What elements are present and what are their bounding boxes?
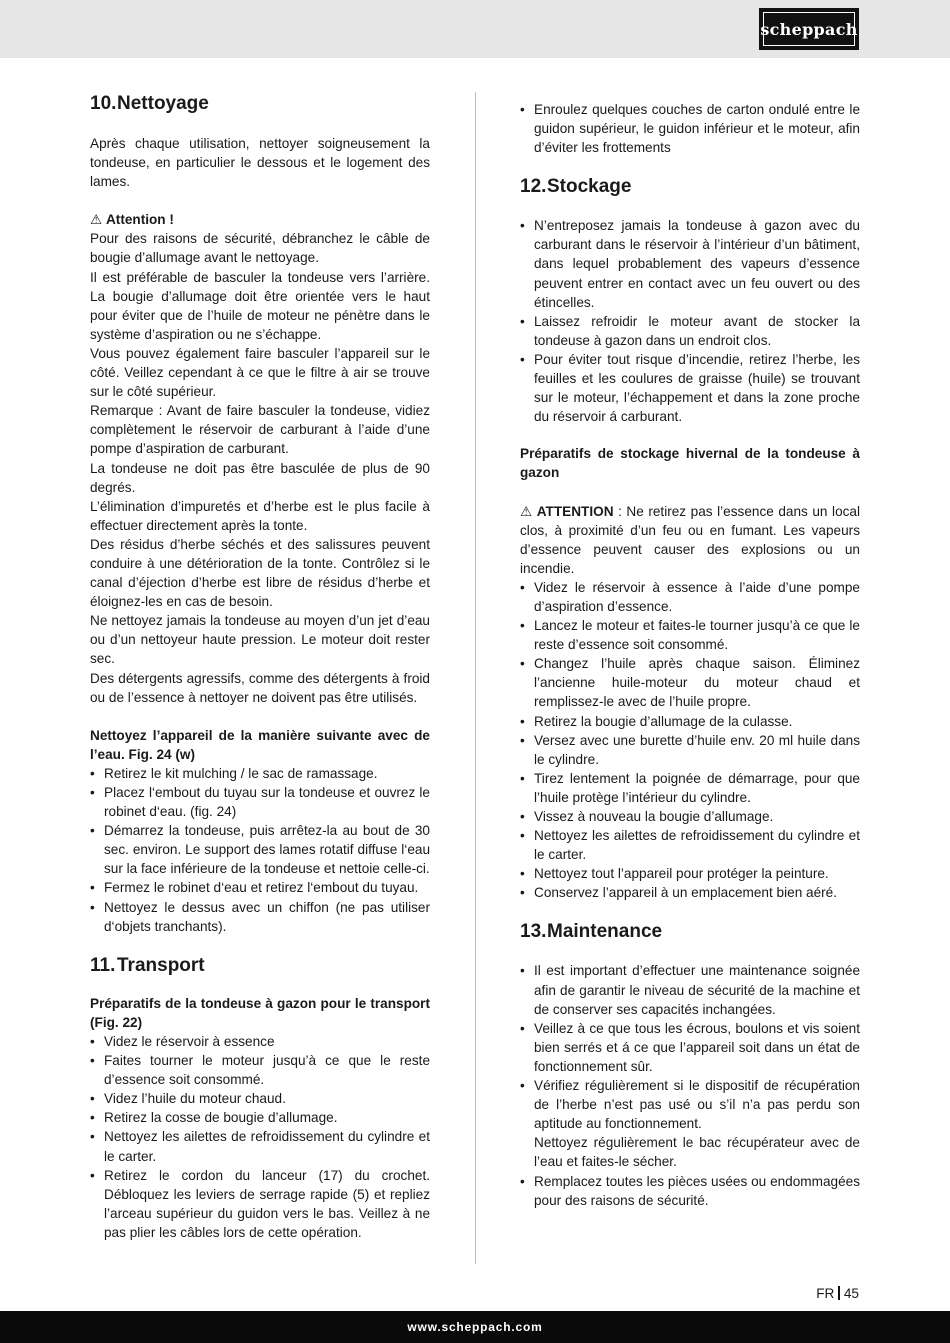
list-item-text: • Vérifiez régulièrement si le dispositif de récupération de l’herbe n’est pas usé ou s’il n’a pas perdu son aptitude au fonctionnement. bbox=[534, 1078, 860, 1132]
list-item: • Conservez l’appareil à un emplacement bien aéré. bbox=[520, 883, 860, 902]
attention-paragraph: Pour des raisons de sécurité, débranchez le câble de bougie d’allumage avant le nettoyage. bbox=[90, 231, 430, 266]
list-item: • Retirez la bougie d’allumage de la culasse. bbox=[520, 712, 860, 731]
list-item: • Nettoyez les ailettes de refroidissement du cylindre et le carter. bbox=[90, 1127, 430, 1165]
list-item: • Versez avec une burette d’huile env. 20 ml huile dans le cylindre. bbox=[520, 731, 860, 769]
attention-label: Attention ! bbox=[105, 212, 174, 228]
list-item: • Nettoyez tout l’appareil pour protéger la peinture. bbox=[520, 864, 860, 883]
section-number: 10. bbox=[90, 93, 117, 114]
maintenance-steps-list bbox=[520, 961, 860, 1209]
list-item: • Tirez lentement la poignée de démarrage, pour que l’huile protège l’intérieur du cylindre. bbox=[520, 769, 860, 807]
list-item: • Remplacez toutes les pièces usées ou endommagées pour des raisons de sécurité. bbox=[520, 1172, 860, 1210]
list-item: • Videz le réservoir à essence bbox=[90, 1032, 430, 1051]
list-item-continuation: Nettoyez régulièrement le bac récupérateur avec de l’eau et faites-le sécher. bbox=[534, 1135, 860, 1170]
section-title-text: Nettoyage bbox=[117, 93, 209, 114]
attention-paragraph: Remarque : Avant de faire basculer la tondeuse, vidiez complètement le réservoir de carburant à l’aide d’une pompe d’aspiration de carburant. bbox=[90, 403, 430, 457]
cleaning-intro: Après chaque utilisation, nettoyer soigneusement la tondeuse, en particulier le dessous et le logement des lames. bbox=[90, 136, 430, 190]
list-item: • Nettoyez le dessus avec un chiffon (ne pas utiliser d‘objets tranchants). bbox=[90, 898, 430, 936]
attention-paragraph: Il est préférable de basculer la tondeuse vers l’arrière. La bougie d’allumage doit être orientée vers le haut pour éviter que de l’huile de moteur ne pénètre dans le système d’aspiration ou ne s’échappe. bbox=[90, 269, 430, 342]
list-item: • Il est important d’effectuer une maintenance soignée afin de garantir le niveau de sécurité de la machine et de conserver ses capacités inchangées. bbox=[520, 961, 860, 1018]
attention-paragraph: Ne nettoyez jamais la tondeuse au moyen d’un jet d’eau ou d’un nettoyeur haute pression. Le moteur doit rester sec. bbox=[90, 613, 430, 667]
section-number: 11. bbox=[90, 954, 116, 976]
warning-text: : Ne retirez pas l’essence dans un local clos, à proximité d’un feu ou en fumant. Les vapeurs d’essence peuvent causer des explosions ou un incendie. bbox=[520, 503, 861, 576]
list-item: • Vissez à nouveau la bougie d’allumage. bbox=[520, 807, 860, 826]
page-number bbox=[816, 1286, 859, 1301]
list-item: • Retirez le kit mulching / le sac de ramassage. bbox=[90, 764, 430, 783]
section-number: 13. bbox=[520, 921, 547, 943]
brand-logo-text: scheppach bbox=[763, 12, 855, 46]
warning-icon: ⚠ bbox=[520, 503, 533, 519]
transport-steps-list bbox=[90, 1032, 430, 1242]
storage-steps-list bbox=[520, 216, 860, 426]
cleaning-steps-heading: Nettoyez l’appareil de la manière suivante avec de l’eau. Fig. 24 (w) bbox=[90, 727, 430, 762]
section-title-text: Stockage bbox=[547, 176, 632, 198]
list-item: • Laissez refroidir le moteur avant de stocker la tondeuse à gazon dans un endroit clos. bbox=[520, 312, 860, 350]
list-item bbox=[520, 1076, 860, 1171]
winter-warning bbox=[520, 502, 860, 578]
website-link[interactable]: www.scheppach.com bbox=[407, 1320, 543, 1334]
list-item: • Fermez le robinet d‘eau et retirez l‘embout du tuyau. bbox=[90, 878, 430, 897]
attention-heading bbox=[90, 210, 430, 229]
list-item: • N’entreposez jamais la tondeuse à gazon avec du carburant dans le réservoir à l’intérieur d’un bâtiment, dans lequel probablement des vapeurs d’essence peuvent entrer en contact avec un feu ouvert ou des étincelles. bbox=[520, 216, 860, 311]
list-item: • Lancez le moteur et faites-le tourner jusqu’à ce que le reste d’essence soit consommé. bbox=[520, 616, 860, 654]
list-item: • Changez l’huile après chaque saison. Éliminez l’ancienne huile-moteur du moteur chaud et remplissez-le avec de l’huile propre. bbox=[520, 654, 860, 711]
list-item: • Retirez le cordon du lanceur (17) du crochet. Débloquez les leviers de serrage rapide (5) et repliez l’arceau supérieur du guidon vers le bas. Veillez à ne pas plier les câbles lors de cette opération. bbox=[90, 1166, 430, 1242]
cleaning-steps-list bbox=[90, 764, 430, 936]
list-item: • Faites tourner le moteur jusqu’à ce que le reste d’essence soit consommé. bbox=[90, 1051, 430, 1089]
attention-paragraph: Vous pouvez également faire basculer l’appareil sur le côté. Veillez cependant à ce que le filtre à air se trouve sur le côté supérieur. bbox=[90, 345, 430, 400]
section-title-text: Transport bbox=[117, 954, 205, 976]
page-number-value: 45 bbox=[843, 1286, 859, 1301]
section-10-title bbox=[90, 92, 430, 116]
warning-icon: ⚠ bbox=[90, 212, 103, 228]
list-item: • Pour éviter tout risque d’incendie, retirez l’herbe, les feuilles et les coulures de graisse (huile) se trouvant sur le moteur, l’échappement et dans la zone proche du réservoir á carburant. bbox=[520, 350, 860, 426]
brand-logo bbox=[759, 8, 859, 50]
section-number: 12. bbox=[520, 176, 547, 198]
list-item: • Nettoyez les ailettes de refroidissement du cylindre et le carter. bbox=[520, 826, 860, 864]
attention-paragraph: Des détergents agressifs, comme des détergents à froid ou de l’essence à nettoyer ne doivent pas être utilisés. bbox=[90, 670, 430, 705]
list-item: • Démarrez la tondeuse, puis arrêtez-la au bout de 30 sec. environ. Le support des lames rotatif diffuse l‘eau sur la face inférieure de la tondeuse et nettoie celle-ci. bbox=[90, 821, 430, 878]
section-13-title bbox=[520, 920, 860, 944]
section-12-title bbox=[520, 175, 860, 199]
list-item: • Placez l‘embout du tuyau sur la tondeuse et ouvrez le robinet d‘eau. (fig. 24) bbox=[90, 783, 430, 821]
list-item: • Veillez à ce que tous les écrous, boulons et vis soient bien serrés et á ce que l’appareil soit dans un état de fonctionnement sûr. bbox=[520, 1019, 860, 1076]
list-item: • Retirez la cosse de bougie d’allumage. bbox=[90, 1108, 430, 1127]
warning-label: ATTENTION bbox=[536, 503, 614, 519]
transport-heading: Préparatifs de la tondeuse à gazon pour le transport (Fig. 22) bbox=[90, 995, 430, 1030]
column-divider bbox=[475, 92, 476, 1264]
list-item: • Enroulez quelques couches de carton ondulé entre le guidon supérieur, le guidon inférieur et le moteur, afin d’éviter les frottements bbox=[520, 100, 860, 157]
section-title-text: Maintenance bbox=[547, 921, 663, 943]
right-column bbox=[520, 100, 860, 1210]
attention-paragraph: Des résidus d’herbe séchés et des salissures peuvent conduire à une détérioration de la tonte. Contrôlez si le canal d’éjection d’herbe est libre de résidus d’herbe et éloignez-les en cas de besoin. bbox=[90, 536, 430, 610]
footer-bar bbox=[0, 1311, 950, 1343]
section-11-title bbox=[90, 954, 430, 978]
winter-storage-heading: Préparatifs de stockage hivernal de la tondeuse à gazon bbox=[520, 446, 860, 481]
list-item: • Videz l’huile du moteur chaud. bbox=[90, 1089, 430, 1108]
attention-paragraph: La tondeuse ne doit pas être basculée de plus de 90 degrés. bbox=[90, 460, 430, 495]
footer-separator bbox=[838, 1286, 840, 1300]
left-column bbox=[90, 92, 430, 1242]
winter-steps-list bbox=[520, 578, 860, 903]
list-item: • Videz le réservoir à essence à l’aide d’une pompe d’aspiration d’essence. bbox=[520, 578, 860, 616]
language-code: FR bbox=[816, 1286, 835, 1301]
attention-paragraph: L’élimination d’impuretés et d’herbe est le plus facile à effectuer directement après la tonte. bbox=[90, 498, 430, 533]
transport-steps-continued bbox=[520, 100, 860, 157]
